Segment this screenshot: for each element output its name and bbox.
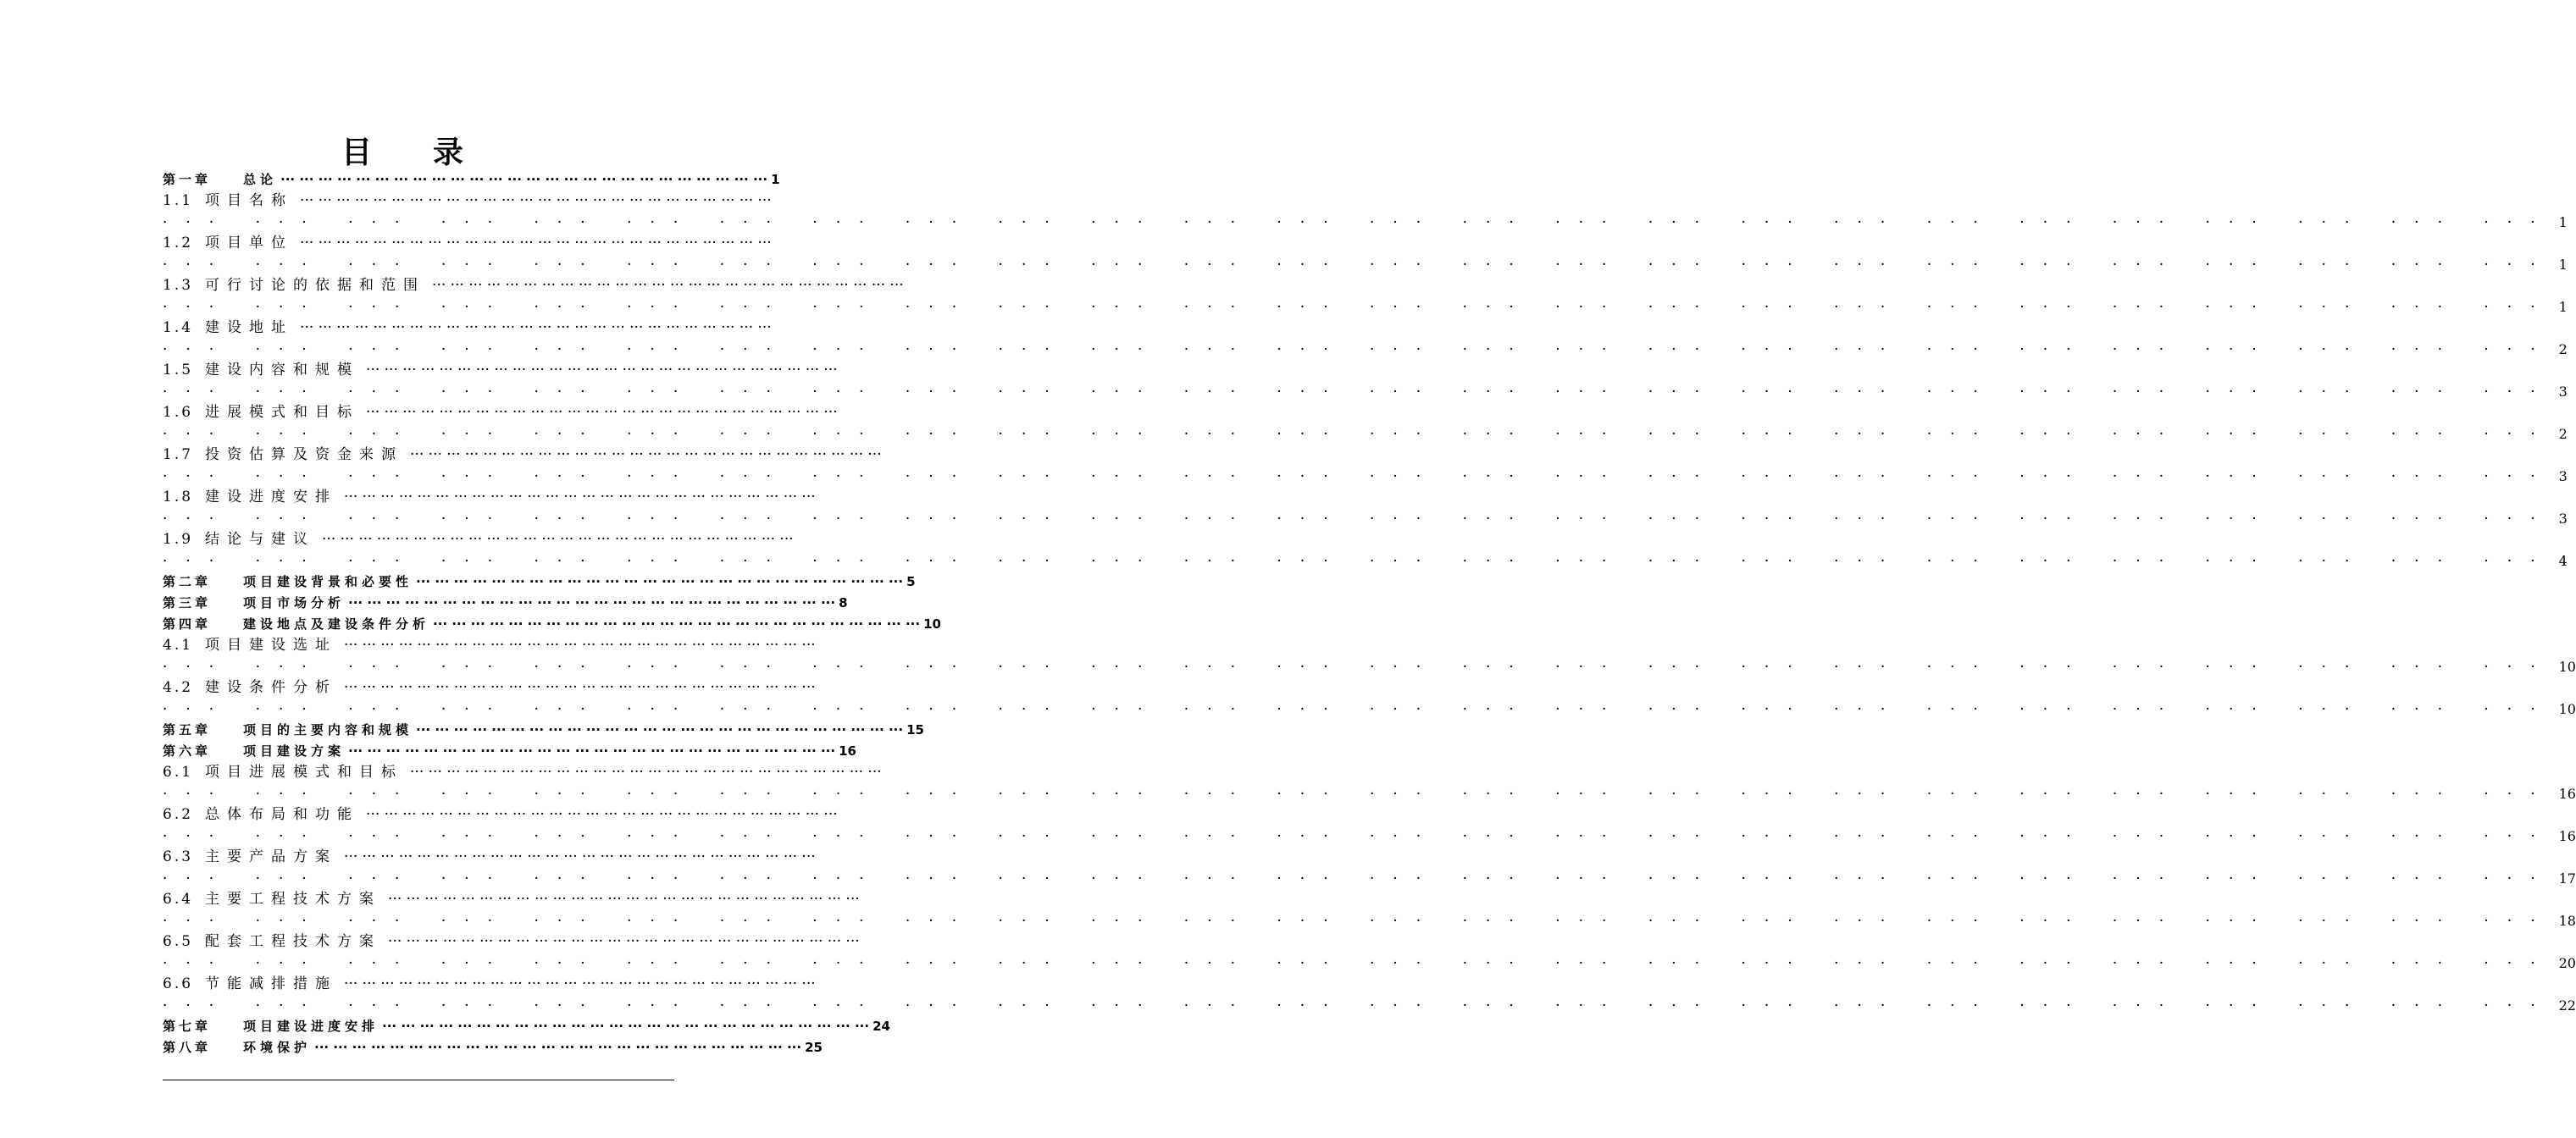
dot-leader: ··· ··· ··· ··· ··· ··· ··· ··· ··· ··· ··· ··· ··· ··· ··· ··· ··· ··· ··· ··· ··· ··· ··· ··· ··· ··· [163,299,2554,316]
section-number: 6.3 [163,848,194,865]
toc-chapter-entry[interactable] [163,741,856,762]
section-leader-line [163,656,2576,677]
dot-leader: ··· ··· ··· ··· ··· ··· ··· ··· ··· ··· ··· ··· ··· ··· ··· ··· ··· ··· ··· ··· ··· ··· ··· ··· ··· ··· [300,319,772,336]
page-number: 1 [2558,257,2568,273]
section-number: 1.1 [163,192,194,209]
dot-leader: ··· ··· ··· ··· ··· ··· ··· ··· ··· ··· ··· ··· ··· ··· ··· ··· ··· ··· ··· ··· ··· ··· ··· ··· ··· ··· [348,595,836,610]
table-of-contents [163,169,2576,1058]
section-line [163,762,882,783]
section-title: 主要工程技术方案 [205,891,382,908]
toc-chapter-entry[interactable] [163,572,916,593]
section-line [163,445,882,466]
dot-leader: ··· ··· ··· ··· ··· ··· ··· ··· ··· ··· ··· ··· ··· ··· ··· ··· ··· ··· ··· ··· ··· ··· ··· ··· ··· ··· [388,891,860,908]
dot-leader: ··· ··· ··· ··· ··· ··· ··· ··· ··· ··· ··· ··· ··· ··· ··· ··· ··· ··· ··· ··· ··· ··· ··· ··· ··· ··· [410,446,882,463]
section-line [163,233,772,254]
toc-section-entry[interactable] [163,847,2576,889]
dot-leader: ··· ··· ··· ··· ··· ··· ··· ··· ··· ··· ··· ··· ··· ··· ··· ··· ··· ··· ··· ··· ··· ··· ··· ··· ··· ··· [163,659,2554,676]
dot-leader: ··· ··· ··· ··· ··· ··· ··· ··· ··· ··· ··· ··· ··· ··· ··· ··· ··· ··· ··· ··· ··· ··· ··· ··· ··· ··· [163,955,2554,972]
section-leader-line [163,466,2568,487]
dot-leader: ··· ··· ··· ··· ··· ··· ··· ··· ··· ··· ··· ··· ··· ··· ··· ··· ··· ··· ··· ··· ··· ··· ··· ··· ··· ··· [163,786,2554,803]
dot-leader: ··· ··· ··· ··· ··· ··· ··· ··· ··· ··· ··· ··· ··· ··· ··· ··· ··· ··· ··· ··· ··· ··· ··· ··· ··· ··· [163,997,2554,1014]
chapter-number: 第八章 [163,1040,212,1055]
dot-leader: ··· ··· ··· ··· ··· ··· ··· ··· ··· ··· ··· ··· ··· ··· ··· ··· ··· ··· ··· ··· ··· ··· ··· ··· ··· ··· [163,553,2554,570]
page-number: 3 [2558,384,2568,400]
section-number: 1.9 [163,531,194,548]
dot-leader: ··· ··· ··· ··· ··· ··· ··· ··· ··· ··· ··· ··· ··· ··· ··· ··· ··· ··· ··· ··· ··· ··· ··· ··· ··· ··· [410,764,882,781]
dot-leader: ··· ··· ··· ··· ··· ··· ··· ··· ··· ··· ··· ··· ··· ··· ··· ··· ··· ··· ··· ··· ··· ··· ··· ··· ··· ··· [163,384,2554,401]
toc-section-entry[interactable] [163,889,2576,931]
toc-section-entry[interactable] [163,191,2568,233]
chapter-title: 环境保护 [243,1040,312,1055]
dot-leader: ··· ··· ··· ··· ··· ··· ··· ··· ··· ··· ··· ··· ··· ··· ··· ··· ··· ··· ··· ··· ··· ··· ··· ··· ··· ··· [344,637,816,654]
section-line [163,275,904,296]
section-leader-line [163,826,2576,847]
chapter-title: 项目建设方案 [243,743,346,759]
toc-section-entry[interactable] [163,275,2568,318]
section-number: 1.5 [163,362,194,378]
dot-leader: ··· ··· ··· ··· ··· ··· ··· ··· ··· ··· ··· ··· ··· ··· ··· ··· ··· ··· ··· ··· ··· ··· ··· ··· ··· ··· [432,277,904,294]
section-number: 1.6 [163,404,194,421]
chapter-number: 第六章 [163,743,212,759]
dot-leader: ··· ··· ··· ··· ··· ··· ··· ··· ··· ··· ··· ··· ··· ··· ··· ··· ··· ··· ··· ··· ··· ··· ··· ··· ··· ··· [163,468,2554,485]
toc-chapter-entry[interactable] [163,169,780,191]
section-number: 1.7 [163,446,194,463]
section-line [163,974,816,995]
toc-section-entry[interactable] [163,445,2568,487]
section-line [163,889,860,910]
dot-leader: ··· ··· ··· ··· ··· ··· ··· ··· ··· ··· ··· ··· ··· ··· ··· ··· ··· ··· ··· ··· ··· ··· ··· ··· ··· ··· [388,933,860,950]
toc-section-entry[interactable] [163,931,2576,974]
section-line [163,402,838,423]
page-number: 3 [2558,511,2568,527]
toc-chapter-entry[interactable] [163,593,848,614]
toc-section-entry[interactable] [163,487,2568,529]
section-line [163,931,860,953]
dot-leader: ··· ··· ··· ··· ··· ··· ··· ··· ··· ··· ··· ··· ··· ··· ··· ··· ··· ··· ··· ··· ··· ··· ··· ··· ··· ··· [163,701,2554,718]
chapter-title: 建设地点及建设条件分析 [243,616,430,632]
section-title: 项目进展模式和目标 [205,764,404,781]
section-title: 主要产品方案 [205,848,338,865]
section-leader-line [163,550,2568,572]
dot-leader: ··· ··· ··· ··· ··· ··· ··· ··· ··· ··· ··· ··· ··· ··· ··· ··· ··· ··· ··· ··· ··· ··· ··· ··· ··· ··· [416,574,904,589]
page-number: 8 [839,595,848,610]
section-leader-line [163,868,2576,889]
dot-leader: ··· ··· ··· ··· ··· ··· ··· ··· ··· ··· ··· ··· ··· ··· ··· ··· ··· ··· ··· ··· ··· ··· ··· ··· ··· ··· [416,722,904,737]
toc-section-entry[interactable] [163,318,2568,360]
page-number: 18 [2558,913,2576,929]
section-title: 建设进度安排 [205,489,338,505]
section-leader-line [163,910,2576,931]
dot-leader: ··· ··· ··· ··· ··· ··· ··· ··· ··· ··· ··· ··· ··· ··· ··· ··· ··· ··· ··· ··· ··· ··· ··· ··· ··· ··· [366,806,838,823]
dot-leader: ··· ··· ··· ··· ··· ··· ··· ··· ··· ··· ··· ··· ··· ··· ··· ··· ··· ··· ··· ··· ··· ··· ··· ··· ··· ··· [366,362,838,378]
section-title: 项目名称 [205,192,294,209]
section-line [163,677,816,699]
dot-leader: ··· ··· ··· ··· ··· ··· ··· ··· ··· ··· ··· ··· ··· ··· ··· ··· ··· ··· ··· ··· ··· ··· ··· ··· ··· ··· [163,341,2554,358]
page-number: 16 [2558,786,2576,802]
section-leader-line [163,995,2576,1016]
page-number: 5 [906,574,916,589]
toc-section-entry[interactable] [163,677,2576,720]
toc-chapter-entry[interactable] [163,614,941,635]
dot-leader: ··· ··· ··· ··· ··· ··· ··· ··· ··· ··· ··· ··· ··· ··· ··· ··· ··· ··· ··· ··· ··· ··· ··· ··· ··· ··· [280,172,768,187]
dot-leader: ··· ··· ··· ··· ··· ··· ··· ··· ··· ··· ··· ··· ··· ··· ··· ··· ··· ··· ··· ··· ··· ··· ··· ··· ··· ··· [163,913,2554,930]
page-number: 2 [2558,426,2568,442]
page-number: 10 [923,616,941,632]
page-number: 2 [2558,341,2568,357]
toc-chapter-entry[interactable] [163,1037,823,1058]
section-number: 1.4 [163,319,194,336]
section-leader-line [163,339,2568,360]
page-number: 1 [771,172,780,187]
section-line [163,191,772,212]
dot-leader: ··· ··· ··· ··· ··· ··· ··· ··· ··· ··· ··· ··· ··· ··· ··· ··· ··· ··· ··· ··· ··· ··· ··· ··· ··· ··· [344,489,816,505]
section-leader-line [163,254,2568,275]
section-leader-line [163,212,2568,233]
section-title: 节能减排措施 [205,975,338,992]
section-title: 进展模式和目标 [205,404,360,421]
dot-leader: ··· ··· ··· ··· ··· ··· ··· ··· ··· ··· ··· ··· ··· ··· ··· ··· ··· ··· ··· ··· ··· ··· ··· ··· ··· ··· [163,828,2554,845]
section-number: 1.3 [163,277,194,294]
dot-leader: ··· ··· ··· ··· ··· ··· ··· ··· ··· ··· ··· ··· ··· ··· ··· ··· ··· ··· ··· ··· ··· ··· ··· ··· ··· ··· [433,616,921,632]
dot-leader: ··· ··· ··· ··· ··· ··· ··· ··· ··· ··· ··· ··· ··· ··· ··· ··· ··· ··· ··· ··· ··· ··· ··· ··· ··· ··· [382,1019,870,1034]
dot-leader: ··· ··· ··· ··· ··· ··· ··· ··· ··· ··· ··· ··· ··· ··· ··· ··· ··· ··· ··· ··· ··· ··· ··· ··· ··· ··· [163,214,2554,231]
section-title: 总体布局和功能 [205,806,360,823]
section-title: 建设条件分析 [205,679,338,696]
page-number: 4 [2558,553,2568,569]
page-number: 1 [2558,214,2568,230]
chapter-number: 第三章 [163,595,212,610]
section-title: 项目建设选址 [205,637,338,654]
section-title: 项目单位 [205,235,294,251]
section-number: 6.1 [163,764,194,781]
dot-leader: ··· ··· ··· ··· ··· ··· ··· ··· ··· ··· ··· ··· ··· ··· ··· ··· ··· ··· ··· ··· ··· ··· ··· ··· ··· ··· [344,975,816,992]
chapter-number: 第一章 [163,172,212,187]
dot-leader: ··· ··· ··· ··· ··· ··· ··· ··· ··· ··· ··· ··· ··· ··· ··· ··· ··· ··· ··· ··· ··· ··· ··· ··· ··· ··· [314,1040,802,1055]
toc-chapter-entry[interactable] [163,1016,890,1037]
chapter-number: 第五章 [163,722,212,737]
toc-section-entry[interactable] [163,762,2576,804]
section-number: 1.2 [163,235,194,251]
section-line [163,360,838,381]
section-number: 1.8 [163,489,194,505]
page-number: 17 [2558,870,2576,887]
page-number: 16 [2558,828,2576,844]
toc-heading: 目 录 [341,135,463,170]
toc-section-entry[interactable] [163,974,2576,1016]
page-number: 25 [805,1040,823,1055]
chapter-title: 项目建设背景和必要性 [243,574,413,589]
page-number: 1 [2558,299,2568,315]
toc-section-entry[interactable] [163,233,2568,275]
chapter-number: 第四章 [163,616,212,632]
section-line [163,318,772,339]
section-leader-line [163,423,2568,445]
section-line [163,529,794,550]
section-number: 4.2 [163,679,194,696]
page-number: 24 [873,1019,890,1034]
section-number: 6.6 [163,975,194,992]
section-leader-line [163,783,2576,804]
dot-leader: ··· ··· ··· ··· ··· ··· ··· ··· ··· ··· ··· ··· ··· ··· ··· ··· ··· ··· ··· ··· ··· ··· ··· ··· ··· ··· [322,531,794,548]
dot-leader: ··· ··· ··· ··· ··· ··· ··· ··· ··· ··· ··· ··· ··· ··· ··· ··· ··· ··· ··· ··· ··· ··· ··· ··· ··· ··· [300,235,772,251]
section-leader-line [163,699,2576,720]
chapter-title: 总论 [243,172,278,187]
dot-leader: ··· ··· ··· ··· ··· ··· ··· ··· ··· ··· ··· ··· ··· ··· ··· ··· ··· ··· ··· ··· ··· ··· ··· ··· ··· ··· [163,870,2554,887]
dot-leader: ··· ··· ··· ··· ··· ··· ··· ··· ··· ··· ··· ··· ··· ··· ··· ··· ··· ··· ··· ··· ··· ··· ··· ··· ··· ··· [366,404,838,421]
toc-section-entry[interactable] [163,804,2576,847]
section-number: 4.1 [163,637,194,654]
section-line [163,847,816,868]
page-number: 10 [2558,659,2576,675]
chapter-number: 第七章 [163,1019,212,1034]
chapter-title: 项目市场分析 [243,595,346,610]
section-number: 6.2 [163,806,194,823]
toc-section-entry[interactable] [163,402,2568,445]
section-line [163,487,816,508]
chapter-title: 项目建设进度安排 [243,1019,379,1034]
section-number: 6.4 [163,891,194,908]
dot-leader: ··· ··· ··· ··· ··· ··· ··· ··· ··· ··· ··· ··· ··· ··· ··· ··· ··· ··· ··· ··· ··· ··· ··· ··· ··· ··· [344,848,816,865]
section-leader-line [163,508,2568,529]
toc-section-entry[interactable] [163,635,2576,677]
section-leader-line [163,953,2576,974]
section-line [163,635,816,656]
dot-leader: ··· ··· ··· ··· ··· ··· ··· ··· ··· ··· ··· ··· ··· ··· ··· ··· ··· ··· ··· ··· ··· ··· ··· ··· ··· ··· [163,426,2554,443]
toc-section-entry[interactable] [163,360,2568,402]
dot-leader: ··· ··· ··· ··· ··· ··· ··· ··· ··· ··· ··· ··· ··· ··· ··· ··· ··· ··· ··· ··· ··· ··· ··· ··· ··· ··· [163,511,2554,528]
section-title: 建设地址 [205,319,294,336]
dot-leader: ··· ··· ··· ··· ··· ··· ··· ··· ··· ··· ··· ··· ··· ··· ··· ··· ··· ··· ··· ··· ··· ··· ··· ··· ··· ··· [300,192,772,209]
section-title: 投资估算及资金来源 [205,446,404,463]
dot-leader: ··· ··· ··· ··· ··· ··· ··· ··· ··· ··· ··· ··· ··· ··· ··· ··· ··· ··· ··· ··· ··· ··· ··· ··· ··· ··· [344,679,816,696]
page-number: 15 [906,722,924,737]
page-number: 10 [2558,701,2576,717]
section-leader-line [163,381,2568,402]
dot-leader: ··· ··· ··· ··· ··· ··· ··· ··· ··· ··· ··· ··· ··· ··· ··· ··· ··· ··· ··· ··· ··· ··· ··· ··· ··· ··· [163,257,2554,273]
section-title: 结论与建议 [205,531,316,548]
chapter-title: 项目的主要内容和规模 [243,722,413,737]
page-number: 20 [2558,955,2576,971]
page-number: 16 [839,743,856,759]
toc-chapter-entry[interactable] [163,720,924,741]
chapter-number: 第二章 [163,574,212,589]
page-number: 22 [2558,997,2576,1014]
section-title: 建设内容和规模 [205,362,360,378]
dot-leader: ··· ··· ··· ··· ··· ··· ··· ··· ··· ··· ··· ··· ··· ··· ··· ··· ··· ··· ··· ··· ··· ··· ··· ··· ··· ··· [348,743,836,759]
toc-section-entry[interactable] [163,529,2568,572]
section-title: 配套工程技术方案 [205,933,382,950]
section-leader-line [163,296,2568,318]
section-line [163,804,838,826]
section-number: 6.5 [163,933,194,950]
section-title: 可行讨论的依据和范围 [205,277,426,294]
page-number: 3 [2558,468,2568,484]
